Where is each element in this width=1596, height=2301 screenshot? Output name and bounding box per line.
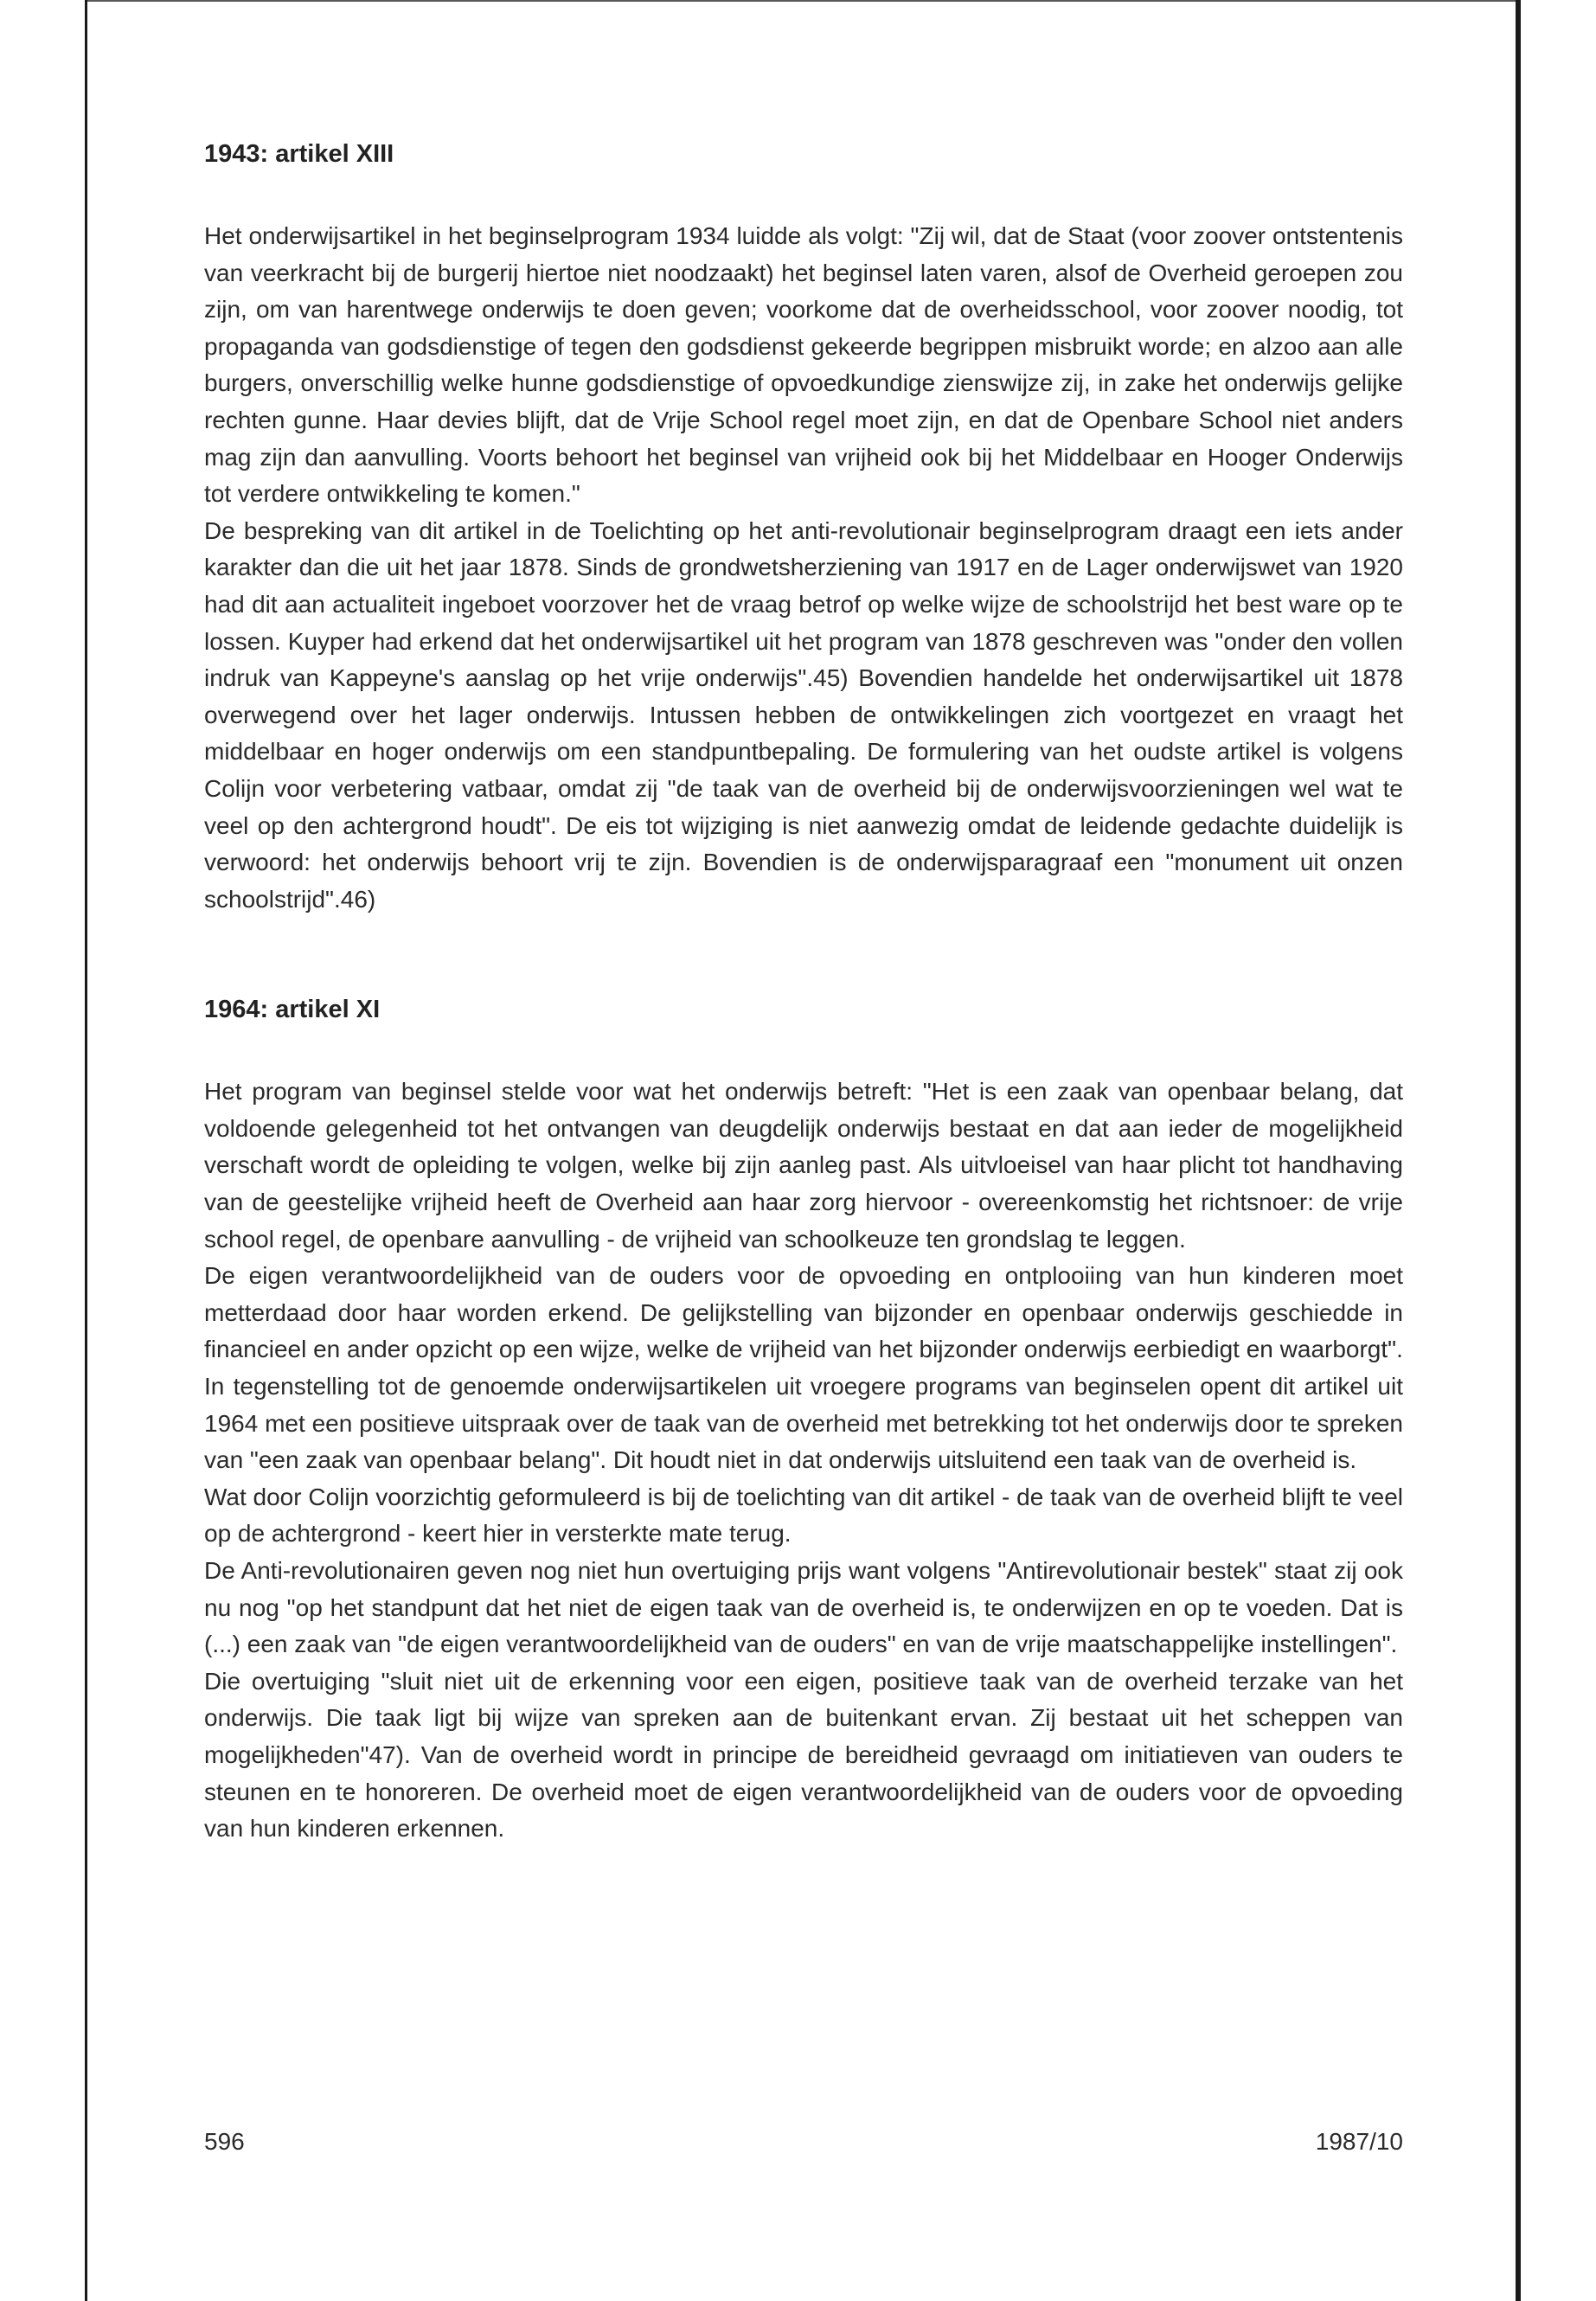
paragraph: De eigen verantwoordelijkheid van de ouders voor de opvoeding en ontplooiing van hun kinderen moet metterdaad door haar worden erkend. De gelijkstelling van bijzonder en openbaar onderwijs geschiedde in financieel en ander opzicht op een wijze, welke de vrijheid van het bijzonder onderwijs eerbiedigt en waarborgt". [204,1262,1403,1363]
issue-number: 1987/10 [1315,2128,1403,2155]
page-text [204,138,1403,1848]
scan-right-edge [1516,0,1521,2301]
paragraph: In tegenstelling tot de genoemde onderwijsartikelen uit vroegere programs van beginselen opent dit artikel uit 1964 met een positieve uitspraak over de taak van de overheid met betrekking tot het onderwijs door te spreken van "een zaak van openbaar belang". Dit houdt niet in dat onderwijs uitsluitend een taak van de overheid is. [204,1373,1403,1474]
paragraph: De Anti-revolutionairen geven nog niet hun overtuiging prijs want volgens "Antirevolutionair bestek" staat zij ook nu nog "op het standpunt dat het niet de eigen taak van de overheid is, te onderwijzen en op te voeden. Dat is (...) een zaak van "de eigen verantwoordelijkheid van de ouders" en van de vrije maatschappelijke instellingen". [204,1557,1403,1658]
paragraph: Die overtuiging "sluit niet uit de erkenning voor een eigen, positieve taak van de overheid terzake van het onderwijs. Die taak ligt bij wijze van spreken aan de buitenkant ervan. Zij bestaat uit het scheppen van mogelijkheden"47). Van de overheid wordt in principe de bereidheid gevraagd om initiatieven van ouders te steunen en te honoreren. De overheid moet de eigen verantwoordelijkheid van de ouders voor de opvoeding van hun kinderen erkennen. [204,1667,1403,1843]
scan-left-edge [85,0,87,2301]
section-heading-1943: 1943: artikel XIII [204,140,394,168]
paragraph: Het onderwijsartikel in het beginselprogram 1934 luidde als volgt: "Zij wil, dat de Staat (voor zoover ontstentenis van veerkracht bij de burgerij hiertoe niet noodzaakt) het beginsel laten varen, alsof de Overheid geroepen zou zijn, om van harentwege onderwijs te doen geven; voorkome dat de overheidsschool, voor zoover noodig, tot propaganda van godsdienstige of tegen den godsdienst gekeerde begrippen misbruikt worde; en alzoo aan alle burgers, onverschillig welke hunne godsdienstige of opvoedkundige zienswijze zij, in zake het onderwijs gelijke rechten gunne. Haar devies blijft, dat de Vrije School regel moet zijn, en dat de Openbare School niet anders mag zijn dan aanvulling. Voorts behoort het beginsel van vrijheid ook bij het Middelbaar en Hooger Onderwijs tot verdere ontwikkeling te komen." [204,222,1403,508]
page-number: 596 [204,2128,245,2155]
scan-top-edge [85,0,1521,2]
paragraph: Wat door Colijn voorzichtig geformuleerd is bij de toelichting van dit artikel - de taak van de overheid blijft te veel op de achtergrond - keert hier in versterkte mate terug. [204,1483,1403,1548]
section-heading-1964: 1964: artikel XI [204,996,381,1024]
paragraph: Het program van beginsel stelde voor wat het onderwijs betreft: "Het is een zaak van openbaar belang, dat voldoende gelegenheid tot het ontvangen van deugdelijk onderwijs bestaat en dat aan ieder de mogelijkheid verschaft wordt de opleiding te volgen, welke bij zijn aanleg past. Als uitvloeisel van haar plicht tot handhaving van de geestelijke vrijheid heeft de Overheid aan haar zorg hiervoor - overeenkomstig het richtsnoer: de vrije school regel, de openbare aanvulling - de vrijheid van schoolkeuze ten grondslag te leggen. [204,1078,1403,1253]
paragraph: De bespreking van dit artikel in de Toelichting op het anti-revolutionair beginselprogram draagt een iets ander karakter dan die uit het jaar 1878. Sinds de grondwetsherziening van 1917 en de Lager onderwijswet van 1920 had dit aan actualiteit ingeboet voorzover het de vraag betrof op welke wijze de schoolstrijd het best ware op te lossen. Kuyper had erkend dat het onderwijsartikel uit het program van 1878 geschreven was "onder den vollen indruk van Kappeyne's aanslag op het vrije onderwijs".45) Bovendien handelde het onderwijsartikel uit 1878 overwegend over het lager onderwijs. Intussen hebben de ontwikkelingen zich voortgezet en vraagt het middelbaar en hoger onderwijs om een standpuntbepaling. De formulering van het oudste artikel is volgens Colijn voor verbetering vatbaar, omdat zij "de taak van de overheid bij de onderwijsvoorzieningen wel wat te veel op den achtergrond houdt". De eis tot wijziging is niet aanwezig omdat de leidende gedachte duidelijk is verwoord: het onderwijs behoort vrij te zijn. Bovendien is de onderwijsparagraaf een "monument uit onzen schoolstrijd".46) [204,516,1403,913]
